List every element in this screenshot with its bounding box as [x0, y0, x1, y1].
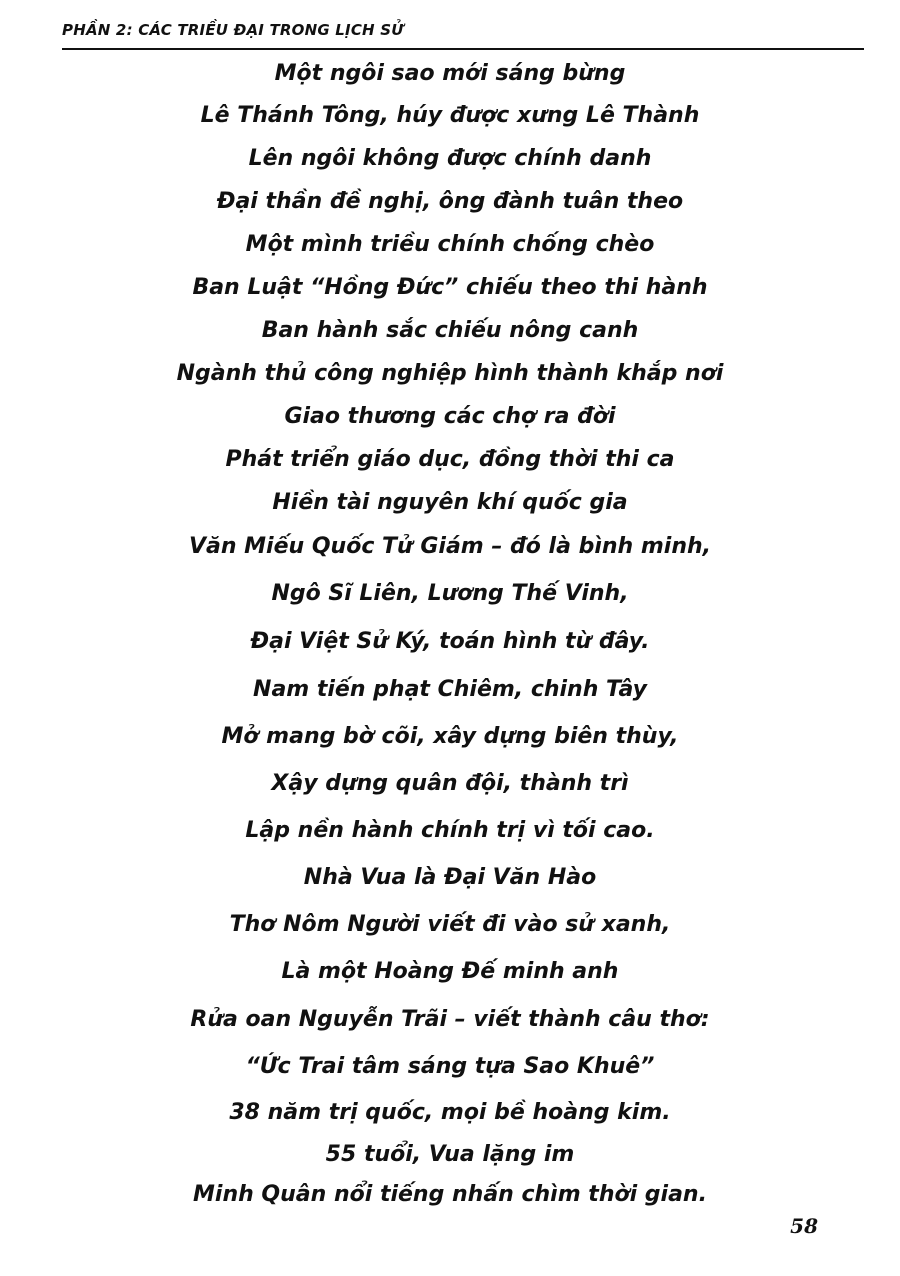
- header-title: PHẦN 2: CÁC TRIỀU ĐẠI TRONG LỊCH SỬ: [62, 21, 404, 39]
- poem-line: Mở mang bờ cõi, xây dựng biên thùy,: [221, 724, 679, 749]
- poem-line: Xậy dựng quân đội, thành trì: [271, 771, 629, 796]
- poem-line: Đại thần đề nghị, ông đành tuân theo: [216, 189, 684, 214]
- poem-line: Ban hành sắc chiếu nông canh: [261, 318, 639, 343]
- poem-line: Thơ Nôm Người viết đi vào sử xanh,: [229, 912, 671, 937]
- poem-line: Rửa oan Nguyễn Trãi – viết thành câu thơ:: [190, 1007, 710, 1032]
- poem-line: Hiền tài nguyên khí quốc gia: [272, 490, 628, 515]
- poem-line: “Ức Trai tâm sáng tựa Sao Khuê”: [245, 1054, 655, 1079]
- poem-line: Lê Thánh Tông, húy được xưng Lê Thành: [200, 103, 700, 128]
- poem-line: Nam tiến phạt Chiêm, chinh Tây: [253, 677, 647, 702]
- poem-line: Phát triển giáo dục, đồng thời thi ca: [225, 447, 675, 472]
- poem-line: Ngô Sĩ Liên, Lương Thế Vinh,: [271, 581, 629, 606]
- poem-line: 38 năm trị quốc, mọi bề hoàng kim.: [229, 1100, 671, 1125]
- poem-line: Minh Quân nổi tiếng nhấn chìm thời gian.: [193, 1182, 707, 1207]
- poem-line: Ngành thủ công nghiệp hình thành khắp nơi: [176, 361, 724, 386]
- poem-line: Giao thương các chợ ra đời: [284, 404, 616, 429]
- poem-line: Một ngôi sao mới sáng bừng: [274, 61, 626, 86]
- poem-line: Là một Hoàng Đế minh anh: [281, 959, 619, 984]
- poem-line: Lên ngôi không được chính danh: [248, 146, 652, 171]
- page-number: 58: [790, 1214, 818, 1238]
- poem-line: Lập nền hành chính trị vì tối cao.: [245, 818, 655, 843]
- poem-line: Một mình triều chính chống chèo: [245, 232, 655, 257]
- poem-line: Đại Việt Sử Ký, toán hình từ đây.: [250, 629, 650, 654]
- poem-line: Nhà Vua là Đại Văn Hào: [303, 865, 597, 890]
- poem-line: Ban Luật “Hồng Đức” chiếu theo thi hành: [192, 275, 708, 300]
- poem-line: Văn Miếu Quốc Tử Giám – đó là bình minh,: [188, 534, 712, 559]
- poem-line: 55 tuổi, Vua lặng im: [325, 1142, 575, 1167]
